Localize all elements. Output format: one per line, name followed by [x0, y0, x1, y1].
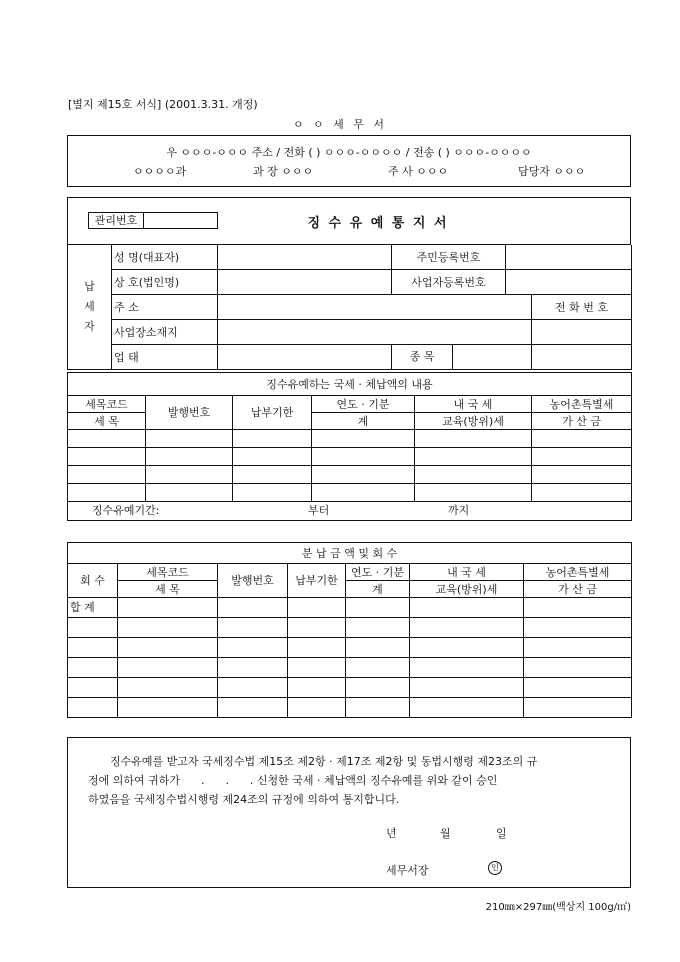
staff-in-charge: 담당자 ㅇㅇㅇ [518, 165, 586, 178]
workplace-value[interactable] [218, 320, 532, 345]
installment-col-due: 납부기한 [288, 564, 346, 598]
resident-number-value[interactable] [506, 245, 632, 270]
deferral-col-due: 납부기한 [233, 396, 312, 430]
installment-col-taxitem: 세 목 [118, 581, 218, 598]
notice-line-2: 정에 의하여 귀하가 . . . 신청한 국세 · 체납액의 징수유예를 위와 같이 승인 [88, 774, 498, 787]
deferral-col-taxitem: 세 목 [68, 413, 146, 430]
name-value[interactable] [218, 245, 392, 270]
office-title: ㅇ ㅇ 세 무 서 [292, 118, 388, 131]
management-number-label: 관리번호 [89, 213, 144, 228]
paper-size-note: 210㎜×297㎜(백상지 100g/㎡) [485, 902, 631, 913]
installment-col-taxcode: 세목코드 [118, 564, 218, 581]
notice-line-3: 하였음을 국세징수법시행령 제24조의 규정에 의하여 통지합니다. [88, 793, 400, 806]
notice-line-1: 징수유예를 받고자 국세징수법 제15조 제2항 · 제17조 제2항 및 동법시행령 제23조의 규 [110, 755, 538, 768]
deferral-col-total: 계 [312, 413, 415, 430]
business-reg-number-value[interactable] [506, 270, 632, 295]
deferral-col-year: 연도 · 기분 [312, 396, 415, 413]
table-row [68, 484, 632, 502]
contact-line: 우 ㅇㅇㅇ-ㅇㅇㅇ 주소 / 전화 ( ) ㅇㅇㅇ-ㅇㅇㅇㅇ / 전송 ( ) ㅇㅇㅇ-ㅇㅇㅇㅇ [166, 146, 532, 159]
name-label: 성 명(대표자) [112, 245, 218, 270]
workplace-label: 사업장소재지 [112, 320, 218, 345]
table-row [68, 466, 632, 484]
table-row [68, 430, 632, 448]
installment-col-total: 계 [346, 581, 410, 598]
notice-box [67, 737, 631, 888]
title-box [67, 197, 631, 245]
deferral-period-until: 까지 [448, 504, 470, 517]
seal-icon: 인 [488, 861, 502, 875]
deferral-section-title: 징수유예하는 국세 · 체납액의 내용 [68, 373, 632, 396]
address-value[interactable] [218, 295, 532, 320]
business-name-label: 상 호(법인명) [112, 270, 218, 295]
business-name-value[interactable] [218, 270, 392, 295]
seal-mark [488, 861, 502, 875]
installment-table [67, 542, 632, 718]
date-day: 일 [496, 827, 507, 840]
date-year: 년 [386, 827, 397, 840]
deferral-col-national: 내 국 세 [415, 396, 532, 413]
taxpayer-table [67, 245, 632, 370]
installment-col-additional: 가 산 금 [524, 581, 632, 598]
business-type-value[interactable] [218, 345, 392, 370]
sum-label: 합 계 [68, 598, 118, 618]
installment-col-rural: 농어촌특별세 [524, 564, 632, 581]
item-label: 종 목 [392, 345, 453, 369]
business-reg-number-label: 사업자등록번호 [392, 270, 506, 295]
table-row [68, 618, 632, 638]
resident-number-label: 주민등록번호 [392, 245, 506, 270]
table-row [68, 448, 632, 466]
signer-title: 세무서장 [386, 864, 429, 877]
installment-col-edu: 교육(방위)세 [410, 581, 524, 598]
office-header-box [67, 135, 631, 187]
table-row [68, 698, 632, 718]
form-reference: [별지 제15호 서식] (2001.3.31. 개정) [68, 98, 258, 111]
installment-col-issue-no: 발행번호 [218, 564, 288, 598]
business-type-label: 업 태 [112, 345, 218, 370]
department: ㅇㅇㅇㅇ과 [133, 165, 187, 178]
officer: 주 사 ㅇㅇㅇ [388, 165, 449, 178]
phone-value[interactable] [532, 320, 632, 345]
address-label: 주 소 [112, 295, 218, 320]
deferral-col-taxcode: 세목코드 [68, 396, 146, 413]
table-row [68, 678, 632, 698]
deferral-col-additional: 가 산 금 [532, 413, 632, 430]
installment-col-year: 연도 · 기분 [346, 564, 410, 581]
installment-col-round: 회 수 [68, 564, 118, 598]
management-number-field[interactable] [88, 212, 218, 229]
installment-col-national: 내 국 세 [410, 564, 524, 581]
deferral-period-label: 징수유예기간: [92, 504, 160, 517]
table-row [68, 638, 632, 658]
section-chief: 과 장 ㅇㅇㅇ [253, 165, 314, 178]
deferral-col-rural: 농어촌특별세 [532, 396, 632, 413]
document-title: 징 수 유 예 통 지 서 [307, 216, 449, 231]
deferral-period-row [68, 502, 632, 521]
item-cell [392, 345, 532, 370]
deferral-table [67, 372, 632, 521]
deferral-col-edu: 교육(방위)세 [415, 413, 532, 430]
taxpayer-side-label: 납 세 자 [68, 245, 112, 370]
deferral-col-issue-no: 발행번호 [146, 396, 233, 430]
phone-label: 전 화 번 호 [532, 295, 632, 320]
installment-section-title: 분 납 금 액 및 회 수 [68, 543, 632, 564]
notice-text [88, 752, 537, 809]
date-month: 월 [440, 827, 451, 840]
table-row [68, 658, 632, 678]
item-value[interactable] [532, 345, 632, 370]
deferral-period-from: 부터 [308, 504, 330, 517]
table-row [68, 598, 632, 618]
